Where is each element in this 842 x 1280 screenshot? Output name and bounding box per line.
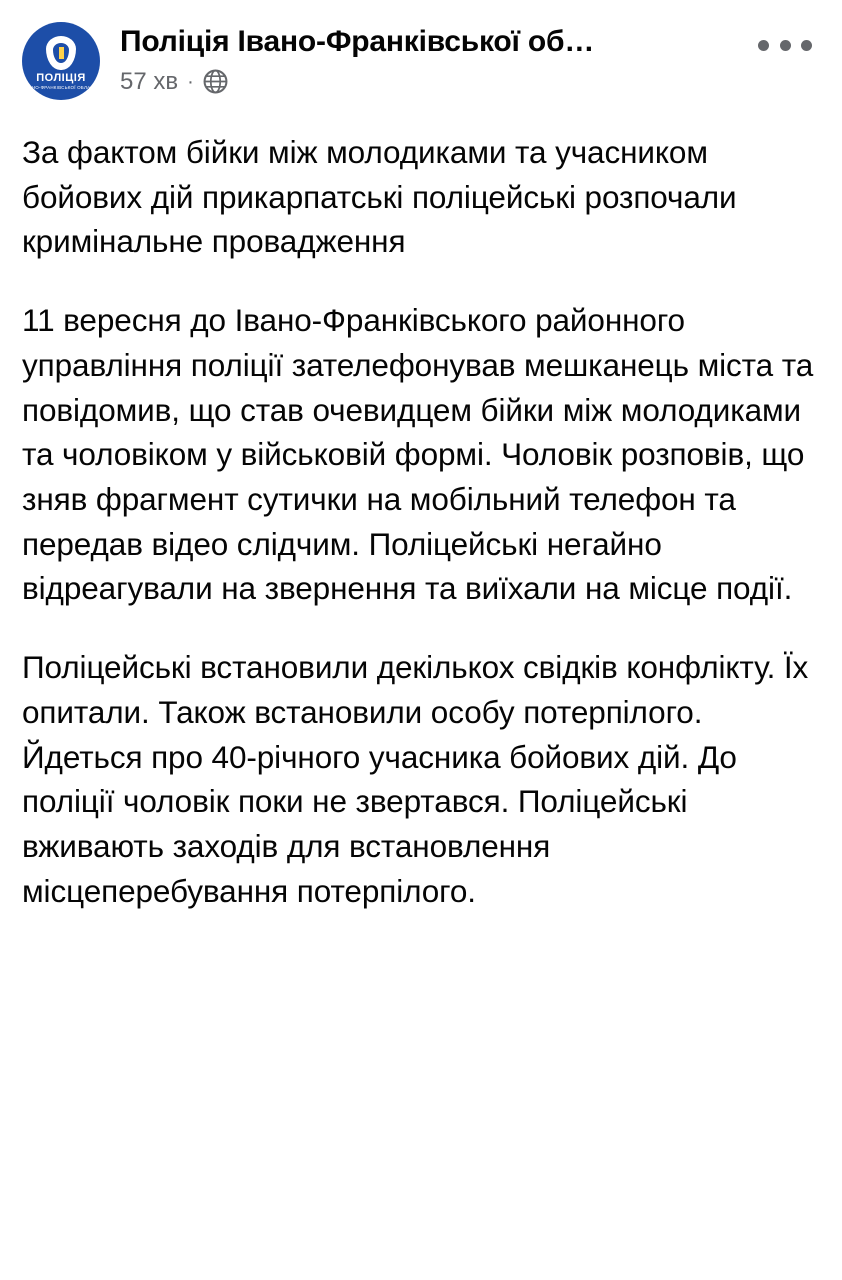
post-header	[0, 0, 842, 100]
post-paragraph: Поліцейські встановили декількох свідків конфлікту. Їх опитали. Також встановили особу потерпілого. Йдеться про 40-річного учасника бойових дій. До поліції чоловік поки не звертався. Поліцейські вживають заходів для встановлення місцеперебування потерпілого.	[22, 649, 809, 909]
page-name[interactable]: Поліція Івано-Франківської об…	[120, 25, 595, 58]
post-paragraph: За фактом бійки між молодиками та учасником бойових дій прикарпатські поліцейські розпочали кримінальне провадження	[22, 134, 737, 260]
police-badge-icon	[46, 36, 76, 70]
trident-icon	[59, 47, 64, 59]
post-content	[0, 100, 842, 914]
post-timestamp[interactable]: 57 хв	[120, 67, 179, 95]
globe-icon[interactable]	[203, 69, 228, 94]
post-meta	[120, 69, 820, 94]
meta-separator: ·	[187, 70, 194, 93]
avatar[interactable]	[22, 22, 100, 100]
dot-icon	[801, 40, 812, 51]
dot-icon	[780, 40, 791, 51]
avatar-subtext: ІВАНО-ФРАНКІВСЬКОЇ ОБЛАСТІ	[24, 84, 98, 90]
header-text	[120, 22, 820, 94]
more-options-button[interactable]	[758, 34, 812, 56]
dot-icon	[758, 40, 769, 51]
avatar-word: ПОЛІЦІЯ	[36, 71, 86, 84]
post-paragraph: 11 вересня до Івано-Франківського районного управління поліції зателефонував мешканець міста та повідомив, що став очевидцем бійки між молодиками та чоловіком у військовій формі. Чоловік розповів, що зняв фрагмент сутички на мобільний телефон та передав відео слідчим. Поліцейські негайно відреагували на звернення та виїхали на місце події.	[22, 302, 814, 607]
